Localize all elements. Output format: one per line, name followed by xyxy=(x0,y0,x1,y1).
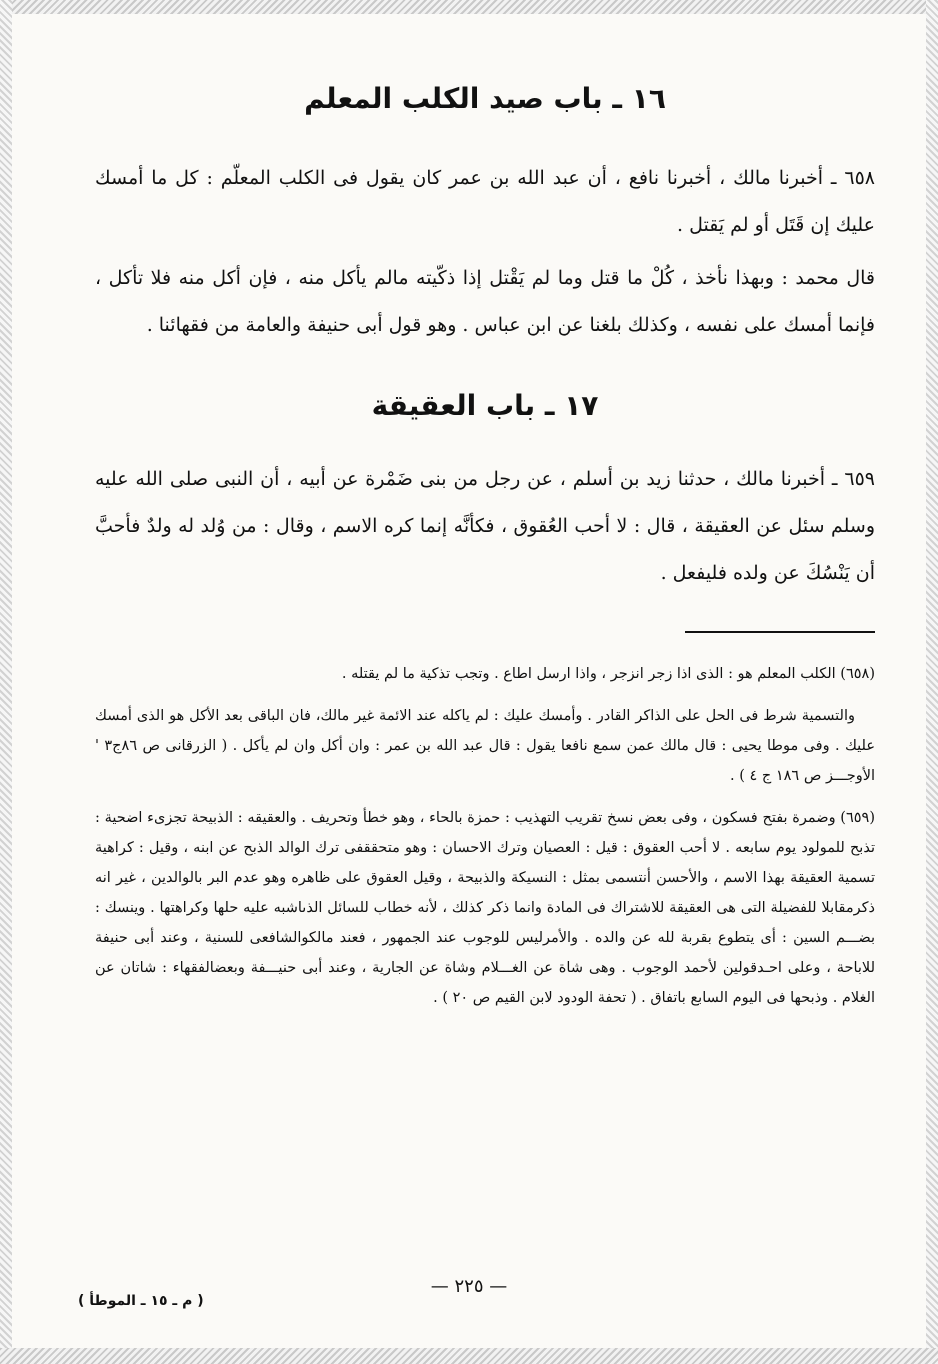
footnote-658-continued xyxy=(95,701,875,791)
page-border-top xyxy=(0,0,938,14)
signature-mark: ( م ـ ١٥ ـ الموطأ ) xyxy=(78,1293,204,1309)
hadith-659: ٦٥٩ ـ أخبرنا مالك ، حدثنا زيد بن أسلم ، عن رجل من بنى ضَمْرة عن أبيه ، أن النبى صلى الله عليه وسلم سئل عن العقيقة ، قال : لا أحب العُقوق ، فكأنَّه إنما كره الاسم ، وقال : من وُلد له ولدٌ فأحبَّ أن يَنْسُكَ عن ولده فليفعل . xyxy=(95,468,875,584)
footnotes xyxy=(95,659,875,1013)
chapter-17-heading: ١٧ ـ باب العقيقة xyxy=(371,389,599,422)
page-content xyxy=(95,60,875,1310)
footnote-659: (٦٥٩) وضمرة بفتح فسكون ، وفى بعض نسخ تقريب التهذيب : حمزة بالحاء ، وهو خطأ وتحريف . والعقيقه : الذبيحة تجزىء اضحية : تذبح للمولود يوم سابعه . لا أحب العقوق : قيل : العصيان وترك الاحسان : وهو متحققفى ترك الوالد الذبح عن ابنه ، وقيل : كراهية تسمية العقيقة بهذا الاسم ، والأحسن أنتسمى بمثل : النسيكة والذبيحة ، وقيل العقوق على ظاهره وهو عدم البر بالوالدين ، غير انه ذكرمقابلا للفضيلة التى هى العقيقة للاشتراك فى المادة وانما ذكر كذلك ، لأنه خطاب للسائل الذىاشبه عليه حلها وكراهتها . وينسك : بضـــم السين : أى يتطوع بقربة لله عن والده . والأمرليس للوجوب عند الجمهور ، فعند مالكوالشافعى للسنية ، وعند أبى حنيفة للاباحة ، وعلى احـدقولين لأحمد الوجوب . وهى شاة عن الغـــلام وشاة عن الجارية ، وعند أبى حنيـــفة وبعضالفقهاء : شاتان عن الغلام . وذبحها فى اليوم السابع باتفاق . ( تحفة الودود لابن القيم ص ٢٠ ) . xyxy=(95,810,875,1006)
commentary-muhammad: قال محمد : وبهذا نأخذ ، كُلْ ما قتل وما لم يَقْتل إذا ذكّيته مالم يأكل منه ، فإن أكل منه فلا تأكل ، فإنما أمسك على نفسه ، وكذلك بلغنا عن ابن عباس . وهو قول أبى حنيفة والعامة من فقهائنا . xyxy=(95,267,875,336)
hadith-658: ٦٥٨ ـ أخبرنا مالك ، أخبرنا نافع ، أن عبد الله بن عمر كان يقول فى الكلب المعلّم : كل ما أمسك عليك إن قَتَل أو لم يَقتل . xyxy=(95,167,875,236)
page-border-left xyxy=(0,0,12,1364)
footnote-separator xyxy=(685,631,875,633)
page-number: — ٢٢٥ — xyxy=(430,1276,508,1297)
page-border-right xyxy=(926,0,938,1364)
chapter-16-heading: ١٦ ـ باب صيد الكلب المعلم xyxy=(304,82,666,115)
page-border-bottom xyxy=(0,1348,938,1364)
footnote-658: (٦٥٨) الكلب المعلم هو : الذى اذا زجر انزجر ، واذا ارسل اطاع . وتجب تذكية ما لم يقتله . xyxy=(341,666,875,682)
footnote-658-continued-text: والتسمية شرط فى الحل على الذاكر القادر . وأمسك عليك : لم ياكله عند الائمة غير مالك، فان الباقى بعد الأكل هو الذى أمسك عليك . وفى موطا يحيى : قال مالك عمن سمع نافعا يقول : قال عبد الله بن عمر : وان أكل وان لم يأكل . ( الزرقانى ص ٨٦ج٣ ' الأوجـــز ص ١٨٦ ج ٤ ) . xyxy=(95,708,875,784)
